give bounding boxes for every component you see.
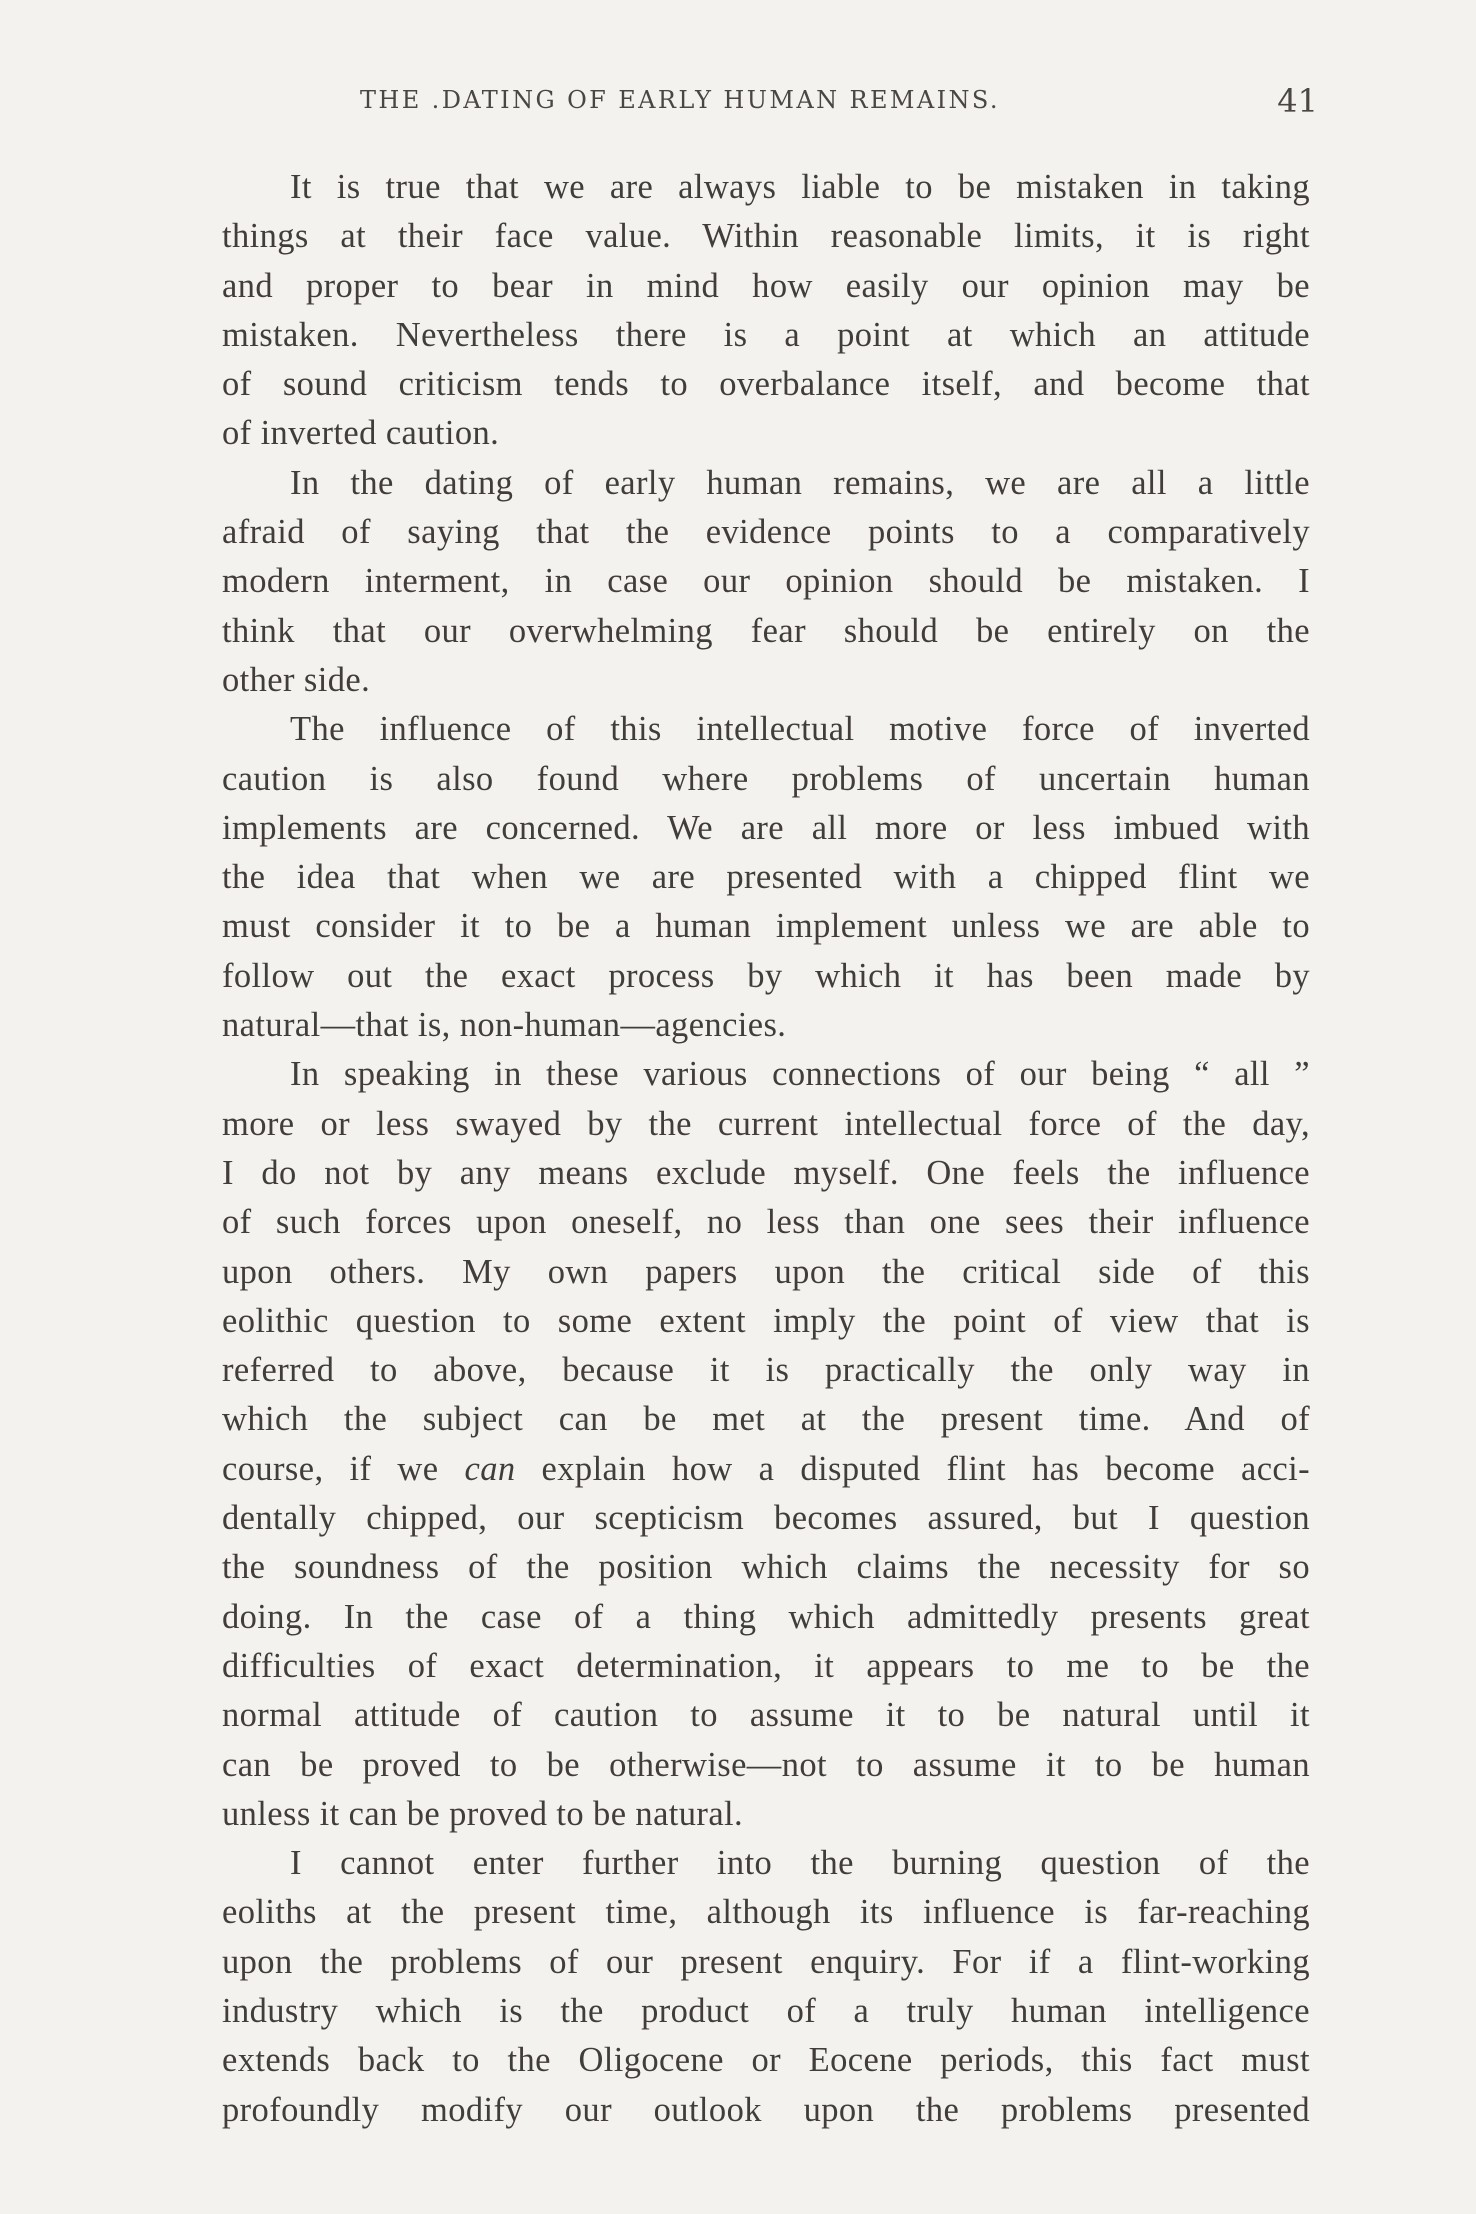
paragraph-1 [154, 163, 1310, 459]
text-line: of such forces upon oneself, no less than one sees their influence [222, 1203, 1310, 1242]
text-line: the idea that when we are presented with a chipped flint we [222, 858, 1310, 897]
text-line: eoliths at the present time, although its influence is far-reaching [222, 1893, 1310, 1932]
text-line: It is true that we are always liable to be mistaken in taking [290, 168, 1310, 206]
text-line: In speaking in these various connections of our being “ all ” [290, 1055, 1310, 1094]
text-line: other side. [222, 660, 371, 699]
paragraph-3 [154, 705, 1310, 1050]
body-text [154, 163, 1310, 2135]
text-line: things at their face value. Within reasonable limits, it is right [222, 217, 1310, 256]
text-line: implements are concerned. We are all more or less imbued with [222, 808, 1310, 847]
text-line: eolithic question to some extent imply the point of view that is [222, 1301, 1310, 1340]
text-line: more or less swayed by the current intellectual force of the day, [222, 1104, 1310, 1143]
text-line: must consider it to be a human implement unless we are able to [222, 907, 1310, 946]
text-line: the soundness of the position which claims the necessity for so [222, 1548, 1310, 1587]
running-head: THE .DATING OF EARLY HUMAN REMAINS. [360, 86, 1000, 114]
text-line: can be proved to be otherwise—not to assume it to be human [222, 1745, 1310, 1784]
text-line: follow out the exact process by which it has been made by [222, 956, 1310, 995]
page-number: 41 [1277, 82, 1318, 120]
text-line: think that our overwhelming fear should be entirely on the [222, 611, 1310, 650]
text-line: dentally chipped, our scepticism becomes assured, but I question [222, 1499, 1310, 1538]
paragraph-2 [154, 459, 1310, 705]
text-line: mistaken. Nevertheless there is a point at which an attitude [222, 315, 1310, 354]
text-line: normal attitude of caution to assume it to be natural until it [222, 1696, 1310, 1735]
text-line: upon others. My own papers upon the critical side of this [222, 1252, 1310, 1291]
text-line: upon the problems of our present enquiry. For if a flint-working [222, 1942, 1310, 1981]
text-line: modern interment, in case our opinion should be mistaken. I [222, 562, 1310, 601]
paragraph-4 [154, 1050, 1310, 1839]
text-line: caution is also found where problems of uncertain human [222, 759, 1310, 798]
text-line: unless it can be proved to be natural. [222, 1794, 744, 1833]
text-line: difficulties of exact determination, it appears to me to be the [222, 1646, 1310, 1685]
text-line: doing. In the case of a thing which admittedly presents great [222, 1597, 1310, 1636]
text-line: afraid of saying that the evidence points to a comparatively [222, 513, 1310, 552]
text-line: referred to above, because it is practically the only way in [222, 1351, 1310, 1390]
text-line: and proper to bear in mind how easily our opinion may be [222, 266, 1310, 305]
text-line: profoundly modify our outlook upon the problems presented [222, 2090, 1310, 2129]
text-line: course, if we can explain how a disputed flint has become acci- [222, 1449, 1310, 1488]
page-header [360, 82, 1318, 126]
text-line: I cannot enter further into the burning question of the [290, 1844, 1310, 1883]
text-line: extends back to the Oligocene or Eocene periods, this fact must [222, 2041, 1310, 2080]
text-line: of inverted caution. [222, 414, 500, 453]
text-line: which the subject can be met at the present time. And of [222, 1400, 1310, 1439]
text-line: In the dating of early human remains, we are all a little [290, 463, 1310, 502]
paragraph-5 [154, 1839, 1310, 2135]
text-line: industry which is the product of a truly human intelligence [222, 1991, 1310, 2030]
text-line: natural—that is, non-human—agencies. [222, 1006, 787, 1045]
text-line: of sound criticism tends to overbalance itself, and become that [222, 365, 1310, 404]
emphasis: can [464, 1449, 516, 1488]
text-line: I do not by any means exclude myself. One feels the influence [222, 1153, 1310, 1192]
text-line: The influence of this intellectual motive force of inverted [290, 710, 1310, 749]
